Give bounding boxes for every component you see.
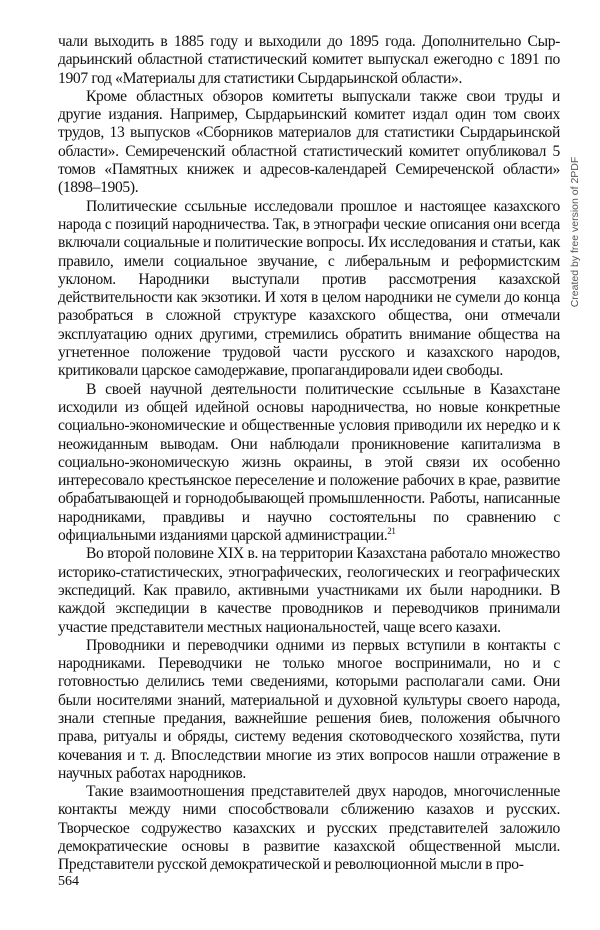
watermark-text: Created by free version of 2PDF [569, 156, 581, 308]
paragraph-1: чали выходить в 1885 году и выходили до 1895 года. Дополнительно Сыр-дарьинский областной статистический комитет выпускал ежегодно с 1891 по 1907 год «Материалы для статистики Сырдарьинской области». [58, 33, 560, 87]
paragraph-4-text: В своей научной деятельности политические ссыльные в Казахстане исходили из общей идейной основы народничества, но новые конкретные социально-экономические и общественные условия приводили их нередко и к неожиданным выводам. Они наблюдали проникновение капитализма в социально-экономическую жизнь окраины, в этой связи их особенно интересовало крестьянское переселение и положение рабочих в крае, развитие обрабатывающей и горнодобывающей промышленности. Работы, написанные народниками, правдивы и научно состоятельны по сравнению с официальными изданиями царской администрации. [58, 380, 560, 545]
paragraph-3: Политические ссыльные исследовали прошлое и настоящее казахского народа с позиций народничества. Так, в этнографи ческие описания они всегда включали социальные и политические вопросы. Их исследования и статьи, как правило, имели социальное звучание, с либеральным и реформистским уклоном. Народники выступали против рассмотрения казахской действительности как экзотики. И хотя в целом народники не сумели до конца разобраться в сложной структуре казахского общества, они отмечали эксплуатацию одних другими, стремились обратить внимание общества на угнетенное положение трудовой части русского и казахского народов, критиковали царское самодержавие, пропагандировали идеи свободы. [58, 197, 560, 380]
paragraph-4 [58, 381, 560, 546]
paragraph-6: Проводники и переводчики одними из первых вступили в контакты с народниками. Переводчики не только многое воспринимали, но и с готовностью делились теми сведениями, которыми располагали сами. Они были носителями знаний, материальной и духовной культуры своего народа, знали степные предания, важнейшие решения биев, положения обычного права, ритуалы и обряды, систему ведения скотоводческого хозяйства, пути кочевания и т. д. Впоследствии многие из этих вопросов нашли отражение в научных работах народников. [58, 636, 560, 782]
paragraph-5: Во второй половине XIX в. на территории Казахстана работало множество историко-статистических, этнографических, геологических и географических экспедиций. Как правило, активными участниками их были народники. В каждой экспедиции в качестве проводников и переводчиков принимали участие представители местных национальностей, чаще всего казахи. [58, 545, 560, 636]
footnote-marker[interactable]: 21 [387, 525, 396, 536]
paragraph-7: Такие взаимоотношения представителей двух народов, многочисленные контакты между ними способствовали сближению казахов и русских. Творческое содружество казахских и русских представителей заложило демократические основы в развитие казахской общественной мысли. Представители русской демократической и революционной мысли в про- [58, 783, 560, 874]
paragraph-2: Кроме областных обзоров комитеты выпускали также свои труды и другие издания. Например, Сырдарьинский комитет издал один том своих трудов, 13 выпусков «Сборников материалов для статистики Сырдарьинской области». Семиреченский областной статистический комитет опубликовал 5 томов «Памятных книжек и адресов-календарей Семиреченской области» (1898–1905). [58, 87, 560, 197]
page-number: 564 [58, 874, 79, 889]
page-body [58, 33, 560, 875]
